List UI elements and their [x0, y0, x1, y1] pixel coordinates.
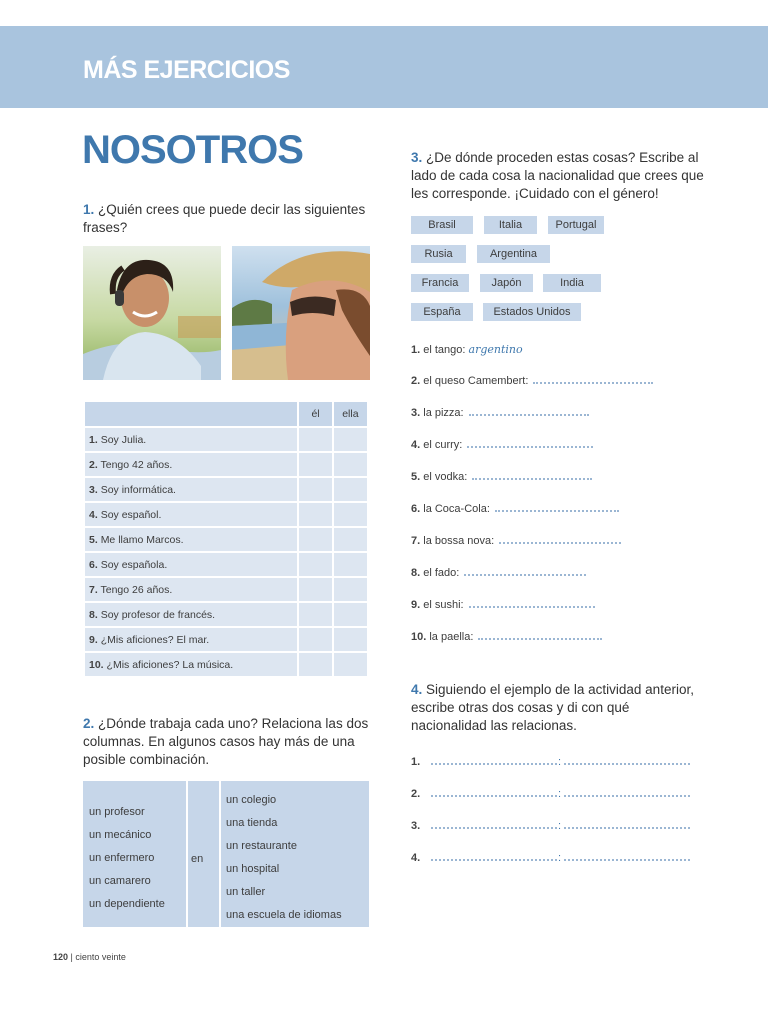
table-row — [84, 502, 368, 527]
row-number: 4. — [89, 508, 98, 521]
separator: : — [558, 756, 562, 768]
answer-blank[interactable] — [495, 508, 619, 512]
exercise-4-line — [411, 852, 690, 864]
row-text: Soy español. — [100, 508, 162, 521]
nationality-blank[interactable] — [564, 857, 690, 861]
answer-blank[interactable] — [469, 604, 595, 608]
line-number: 2. — [411, 788, 421, 800]
people-column — [89, 801, 165, 916]
country-tag: Rusia — [411, 245, 466, 263]
check-cell-ella[interactable] — [333, 502, 368, 527]
page-title: NOSOTROS — [82, 128, 303, 172]
row-number: 8. — [89, 608, 98, 621]
row-label — [84, 577, 298, 602]
exercise-4-line — [411, 820, 690, 832]
country-tag: Estados Unidos — [483, 303, 581, 321]
exercise-3-item — [411, 439, 593, 451]
item-number: 2. — [411, 375, 421, 387]
exercise-3-item — [411, 471, 592, 483]
item-text: el curry: — [423, 439, 463, 451]
item-text: la paella: — [429, 631, 474, 643]
check-cell-ella[interactable] — [333, 427, 368, 452]
table-header-row — [84, 401, 368, 427]
check-cell-el[interactable] — [298, 452, 333, 477]
exercise-3-text: ¿De dónde proceden estas cosas? Escribe al lado de cada cosa la nacionalidad que crees que les corresponde. ¡Cuidado con el género! — [411, 150, 704, 201]
place-item[interactable]: un hospital — [226, 863, 280, 875]
country-tag: Francia — [411, 274, 469, 292]
row-number: 6. — [89, 558, 98, 571]
country-tag: Italia — [484, 216, 537, 234]
item-number: 8. — [411, 567, 421, 579]
exercise-4-prompt — [411, 681, 701, 735]
answer-blank[interactable] — [533, 380, 653, 384]
item-number: 6. — [411, 503, 421, 515]
item-number: 7. — [411, 535, 421, 547]
table-row — [84, 452, 368, 477]
person-item[interactable]: un camarero — [89, 875, 151, 887]
place-item[interactable]: un restaurante — [226, 840, 297, 852]
row-text: Tengo 26 años. — [100, 583, 173, 596]
separator: : — [558, 788, 562, 800]
places-column — [226, 789, 342, 927]
page-number-words: | ciento veinte — [70, 952, 126, 962]
check-cell-ella[interactable] — [333, 627, 368, 652]
column-header-el: él — [298, 401, 333, 427]
check-cell-el[interactable] — [298, 527, 333, 552]
row-number: 7. — [89, 583, 98, 596]
exercise-3-prompt — [411, 149, 711, 203]
item-number: 1. — [411, 344, 421, 356]
check-cell-el[interactable] — [298, 502, 333, 527]
exercise-2-text: ¿Dónde trabaja cada uno? Relaciona las dos columnas. En algunos casos hay más de una posible combinación. — [83, 716, 369, 767]
item-number: 4. — [411, 439, 421, 451]
row-number: 5. — [89, 533, 98, 546]
country-tag: India — [543, 274, 601, 292]
country-tag: Argentina — [477, 245, 550, 263]
row-label — [84, 427, 298, 452]
separator: : — [558, 820, 562, 832]
row-number: 10. — [89, 658, 104, 671]
answer-blank[interactable] — [472, 476, 592, 480]
item-text: el fado: — [423, 567, 460, 579]
exercise-4-line — [411, 788, 690, 800]
line-number: 4. — [411, 852, 421, 864]
table-row — [84, 477, 368, 502]
row-label — [84, 477, 298, 502]
check-cell-el[interactable] — [298, 577, 333, 602]
country-tag: España — [411, 303, 473, 321]
place-item[interactable]: un colegio — [226, 794, 277, 806]
person-item[interactable]: un enfermero — [89, 852, 155, 864]
exercise-3-item — [411, 567, 586, 579]
row-text: Tengo 42 años. — [100, 458, 173, 471]
photo-woman-sun-hat — [232, 246, 370, 380]
exercise-2-prompt — [83, 715, 373, 769]
answer-blank[interactable] — [478, 636, 602, 640]
row-text: Soy española. — [100, 558, 168, 571]
line-number: 3. — [411, 820, 421, 832]
item-text: el sushi: — [423, 599, 464, 611]
row-label — [84, 552, 298, 577]
separator: : — [558, 852, 562, 864]
thing-blank[interactable] — [431, 825, 557, 829]
row-text: ¿Mis aficiones? La música. — [106, 658, 234, 671]
column-divider — [186, 781, 188, 927]
exercise-3-item — [411, 631, 602, 643]
item-text: la bossa nova: — [423, 535, 495, 547]
exercise-4-line — [411, 756, 690, 768]
table-row — [84, 552, 368, 577]
place-item[interactable]: una tienda — [226, 817, 278, 829]
item-number: 5. — [411, 471, 421, 483]
check-cell-ella[interactable] — [333, 527, 368, 552]
check-cell-el[interactable] — [298, 652, 333, 677]
banner-title: MÁS EJERCICIOS — [83, 56, 290, 84]
connector-column — [191, 848, 203, 871]
answer-blank[interactable] — [499, 540, 621, 544]
item-number: 3. — [411, 407, 421, 419]
table-row — [84, 427, 368, 452]
exercise-number: 1. — [83, 202, 95, 217]
handwritten-answer[interactable]: argentino — [468, 343, 523, 356]
exercise-3-item — [411, 407, 589, 419]
row-number: 3. — [89, 483, 98, 496]
row-label — [84, 527, 298, 552]
place-item[interactable]: una escuela de idiomas — [226, 909, 342, 921]
row-number: 2. — [89, 458, 98, 471]
row-text: ¿Mis aficiones? El mar. — [100, 633, 210, 646]
exercise-3-item — [411, 343, 523, 356]
exercise-3-item — [411, 599, 595, 611]
table-row — [84, 527, 368, 552]
row-text: Me llamo Marcos. — [100, 533, 184, 546]
answer-blank[interactable] — [464, 572, 586, 576]
check-cell-el[interactable] — [298, 627, 333, 652]
exercise-1-prompt — [83, 201, 373, 237]
exercise-number: 4. — [411, 682, 423, 697]
thing-blank[interactable] — [431, 793, 557, 797]
line-number: 1. — [411, 756, 421, 768]
thing-blank[interactable] — [431, 761, 557, 765]
exercise-1-table — [83, 400, 369, 678]
person-item[interactable]: un profesor — [89, 806, 145, 818]
thing-blank[interactable] — [431, 857, 557, 861]
country-tag: Japón — [480, 274, 533, 292]
check-cell-ella[interactable] — [333, 552, 368, 577]
item-text: el queso Camembert: — [423, 375, 529, 387]
nationality-blank[interactable] — [564, 825, 690, 829]
row-text: Soy Julia. — [100, 433, 147, 446]
answer-blank[interactable] — [469, 412, 589, 416]
check-cell-ella[interactable] — [333, 602, 368, 627]
person-item[interactable]: un mecánico — [89, 829, 152, 841]
exercise-3-item — [411, 503, 619, 515]
table-row — [84, 627, 368, 652]
item-text: el vodka: — [423, 471, 468, 483]
check-cell-el[interactable] — [298, 552, 333, 577]
row-label — [84, 502, 298, 527]
item-text: la pizza: — [423, 407, 464, 419]
exercise-3-item — [411, 375, 653, 387]
check-cell-el[interactable] — [298, 602, 333, 627]
check-cell-el[interactable] — [298, 427, 333, 452]
column-divider — [219, 781, 221, 927]
check-cell-ella[interactable] — [333, 477, 368, 502]
item-text: la Coca-Cola: — [423, 503, 490, 515]
photo-young-man-headphones — [83, 246, 221, 380]
place-item[interactable]: un taller — [226, 886, 266, 898]
row-label — [84, 652, 298, 677]
column-header-ella: ella — [333, 401, 368, 427]
exercise-number: 3. — [411, 150, 423, 165]
check-cell-ella[interactable] — [333, 452, 368, 477]
row-label — [84, 602, 298, 627]
table-row — [84, 602, 368, 627]
country-tag: Portugal — [548, 216, 604, 234]
row-text: Soy profesor de francés. — [100, 608, 216, 621]
check-cell-el[interactable] — [298, 477, 333, 502]
exercise-number: 2. — [83, 716, 95, 731]
row-label — [84, 452, 298, 477]
item-number: 9. — [411, 599, 421, 611]
table-header-blank — [84, 401, 298, 427]
person-item[interactable]: un dependiente — [89, 898, 165, 910]
country-tag: Brasil — [411, 216, 473, 234]
connector-word: en — [191, 853, 204, 865]
nationality-blank[interactable] — [564, 761, 690, 765]
row-text: Soy informática. — [100, 483, 176, 496]
row-number: 9. — [89, 633, 98, 646]
exercise-3-item — [411, 535, 621, 547]
page-number: 120 — [53, 952, 69, 962]
page-footer — [53, 952, 126, 962]
answer-blank[interactable] — [467, 444, 593, 448]
check-cell-ella[interactable] — [333, 577, 368, 602]
matching-box — [83, 781, 369, 927]
check-cell-ella[interactable] — [333, 652, 368, 677]
row-number: 1. — [89, 433, 98, 446]
nationality-blank[interactable] — [564, 793, 690, 797]
item-number: 10. — [411, 631, 427, 643]
row-label — [84, 627, 298, 652]
exercise-4-text: Siguiendo el ejemplo de la actividad anterior, escribe otras dos cosas y di con qué nacionalidad las relacionas. — [411, 682, 694, 733]
item-text: el tango: — [423, 344, 466, 356]
table-row — [84, 652, 368, 677]
table-row — [84, 577, 368, 602]
exercise-1-text: ¿Quién crees que puede decir las siguientes frases? — [83, 202, 366, 235]
